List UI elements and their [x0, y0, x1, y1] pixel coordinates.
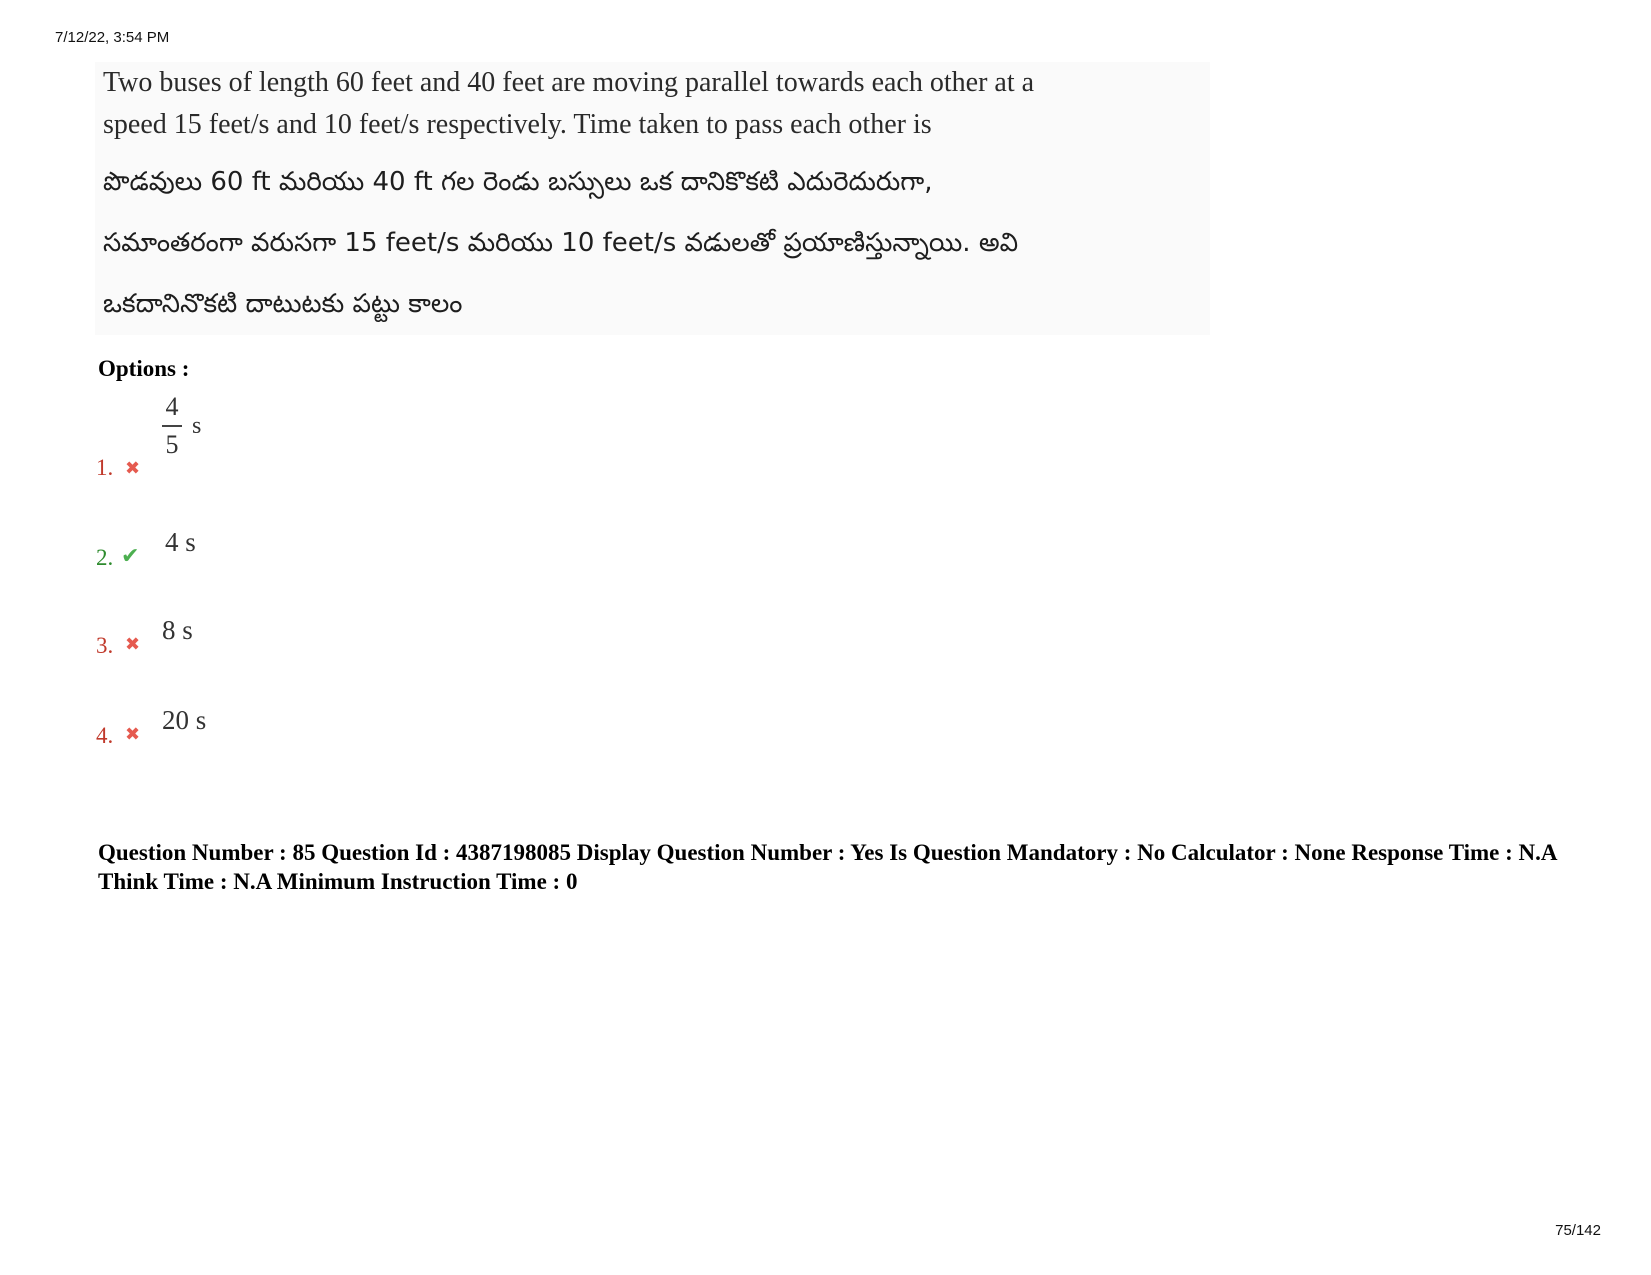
option-1-value — [162, 392, 201, 460]
question-text-telugu-line: సమాంతరంగా వరుసగా 15 feet/s మరియు 10 feet/s వడులతో ప్రయాణిస్తున్నాయి. అవి — [103, 228, 1019, 258]
option-1 — [96, 455, 113, 481]
option-3-value: 8 s — [162, 615, 193, 645]
options-label: Options : — [98, 356, 190, 381]
question-metadata: Question Number : 85 Question Id : 4387198085 Display Question Number : Yes Is Question Mandatory : No Calculator : None Response Time : N.A Think Time : N.A Minimum Instruction Time : 0 — [98, 840, 1557, 894]
option-number: 3. — [96, 633, 114, 658]
correct-mark-icon: ✔ — [121, 543, 140, 568]
wrong-mark-icon: ✖ — [125, 634, 141, 654]
wrong-mark-icon: ✖ — [125, 458, 141, 478]
question-image — [95, 62, 1210, 335]
fraction — [162, 392, 182, 460]
question-text-telugu-line: పొడవులు 60 ft మరియు 40 ft గల రెండు బస్సులు ఒక దానికొకటి ఎదురెదురుగా, — [103, 167, 933, 197]
question-text-english-line: Two buses of length 60 feet and 40 feet are moving parallel towards each other at a — [103, 67, 1035, 98]
option-number: 4. — [96, 723, 114, 748]
option-number: 1. — [96, 455, 114, 480]
option-4-value: 20 s — [162, 705, 207, 735]
question-text-telugu-line: ఒకదానినొకటి దాటుటకు పట్టు కాలం — [103, 289, 463, 319]
print-timestamp: 7/12/22, 3:54 PM — [55, 29, 170, 46]
question-text-english-line: speed 15 feet/s and 10 feet/s respectively. Time taken to pass each other is — [103, 109, 932, 140]
fraction-bar — [162, 425, 182, 427]
wrong-mark-icon: ✖ — [125, 724, 141, 744]
option-2-value: 4 s — [165, 527, 196, 557]
option-number: 2. — [96, 545, 114, 570]
fraction-denominator: 5 — [165, 430, 179, 459]
fraction-numerator: 4 — [165, 392, 179, 421]
option-unit: s — [192, 412, 202, 439]
page-number: 75/142 — [1555, 1222, 1601, 1239]
